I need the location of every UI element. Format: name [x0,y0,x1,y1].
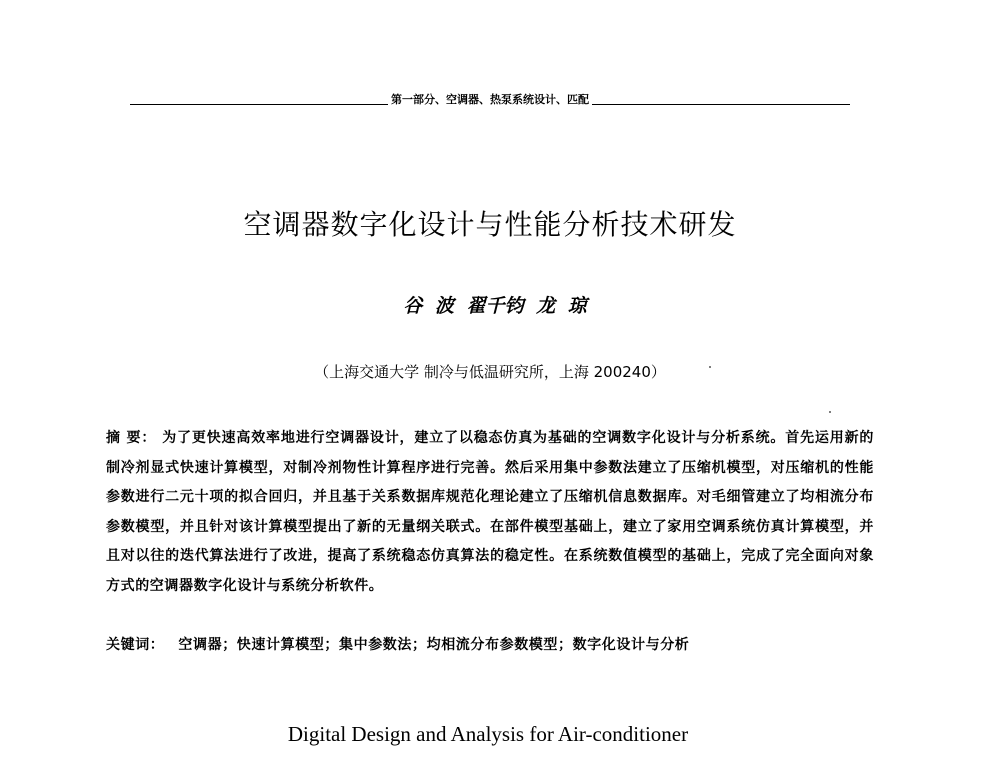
scan-speck [829,411,831,413]
running-header-text: 第一部分、空调器、热泵系统设计、匹配 [388,93,592,106]
affiliation: （上海交通大学 制冷与低温研究所，上海 200240） [314,363,666,381]
paper-title: 空调器数字化设计与性能分析技术研发 [243,208,737,241]
keywords-text: 空调器；快速计算模型；集中参数法；均相流分布参数模型；数字化设计与分析 [178,637,690,653]
english-title: Digital Design and Analysis for Air-conditioner [287,722,689,746]
abstract-text: 为了更快速高效率地进行空调器设计，建立了以稳态仿真为基础的空调数字化设计与分析系统。首先运用新的制冷剂显式快速计算模型，对制冷剂物性计算程序进行完善。然后采用集中参数法建立了压缩机模型，对压缩机的性能参数进行二元十项的拟合回归，并且基于关系数据库规范化理论建立了压缩机信息数据库。对毛细管建立了均相流分布参数模型，并且针对该计算模型提出了新的无量纲关联式。在部件模型基础上，建立了家用空调系统仿真计算模型，并且对以往的迭代算法进行了改进，提高了系统稳态仿真算法的稳定性。在系统数值模型的基础上，完成了完全面向对象方式的空调器数字化设计与系统分析软件。 [106,430,875,594]
abstract [106,424,874,601]
keywords-label: 关键词： [106,637,165,653]
author-list: 谷 波 翟千钧 龙 琼 [403,295,587,317]
scan-speck [709,366,711,368]
abstract-label: 摘 要： [106,430,157,446]
running-header [0,94,980,106]
keywords [106,631,876,659]
